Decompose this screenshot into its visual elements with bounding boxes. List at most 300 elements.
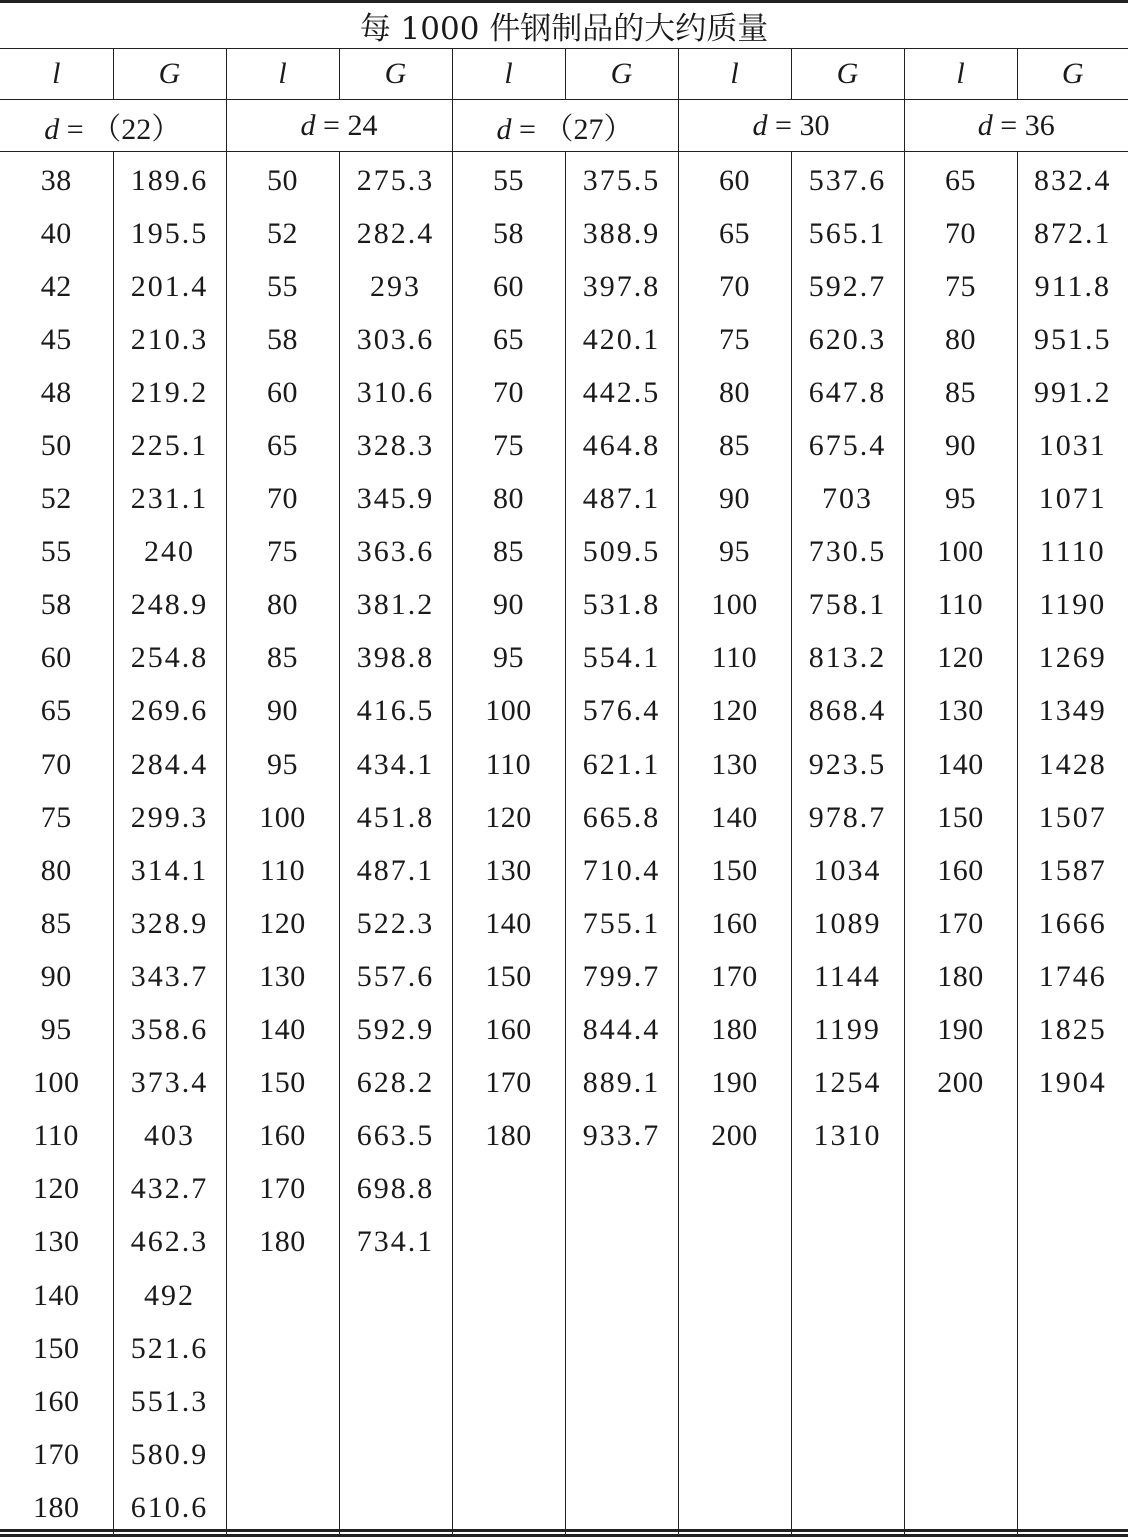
length-cell: 55 — [0, 526, 113, 579]
mass-cell: 189.6 — [130, 163, 209, 197]
mass-cell: 487.1 — [582, 482, 661, 516]
table-row — [0, 152, 1128, 208]
length-cell: 170 — [0, 1428, 113, 1481]
column-header-l: l — [0, 49, 113, 100]
length-cell: 120 — [226, 897, 339, 950]
length-cell: 60 — [226, 366, 339, 419]
length-cell: 120 — [0, 1163, 113, 1216]
empty-cell — [904, 1428, 1017, 1481]
length-cell: 58 — [452, 207, 565, 260]
mass-cell: 269.6 — [130, 694, 209, 728]
mass-cell: 1310 — [813, 1119, 882, 1153]
empty-cell — [678, 1481, 791, 1536]
empty-cell — [339, 1481, 452, 1536]
length-cell: 85 — [678, 419, 791, 472]
diameter-variable: d — [496, 112, 512, 146]
empty-cell — [1017, 1322, 1128, 1375]
empty-cell — [565, 1216, 678, 1269]
column-header-g: G — [339, 49, 452, 100]
mass-cell: 492 — [144, 1278, 195, 1312]
mass-cell: 1825 — [1038, 1013, 1107, 1047]
mass-cell: 1254 — [813, 1066, 882, 1100]
empty-cell — [1017, 1481, 1128, 1536]
length-cell: 130 — [452, 844, 565, 897]
length-cell: 190 — [904, 1004, 1017, 1057]
length-cell: 50 — [0, 419, 113, 472]
mass-cell: 1199 — [814, 1013, 881, 1047]
length-cell: 150 — [0, 1322, 113, 1375]
column-header-l: l — [678, 49, 791, 100]
empty-cell — [678, 1269, 791, 1322]
empty-cell — [452, 1428, 565, 1481]
mass-cell: 844.4 — [582, 1013, 661, 1047]
empty-cell — [1017, 1163, 1128, 1216]
mass-cell: 978.7 — [808, 800, 887, 834]
mass-cell: 381.2 — [356, 588, 435, 622]
diameter-header — [678, 100, 904, 152]
mass-cell: 592.9 — [356, 1013, 435, 1047]
table-row — [0, 632, 1128, 685]
length-cell: 52 — [0, 473, 113, 526]
empty-cell — [904, 1163, 1017, 1216]
mass-cell: 551.3 — [130, 1384, 209, 1418]
mass-cell: 328.9 — [130, 906, 209, 940]
length-cell: 55 — [226, 260, 339, 313]
mass-cell: 531.8 — [582, 588, 661, 622]
mass-cell: 647.8 — [808, 375, 887, 409]
length-cell: 160 — [678, 897, 791, 950]
length-cell: 85 — [226, 632, 339, 685]
table-row — [0, 897, 1128, 950]
length-cell: 55 — [452, 152, 565, 208]
length-cell: 170 — [678, 950, 791, 1003]
length-cell: 80 — [904, 313, 1017, 366]
length-cell: 48 — [0, 366, 113, 419]
empty-cell — [565, 1269, 678, 1322]
table-title: 每 1000 件钢制品的大约质量 — [0, 2, 1128, 49]
empty-cell — [904, 1216, 1017, 1269]
mass-cell: 628.2 — [356, 1066, 435, 1100]
column-header-g: G — [565, 49, 678, 100]
mass-cell: 1428 — [1038, 747, 1107, 781]
mass-cell: 398.8 — [356, 641, 435, 675]
table-row — [0, 950, 1128, 1003]
empty-cell — [791, 1322, 904, 1375]
mass-cell: 911.8 — [1034, 269, 1111, 303]
mass-cell: 442.5 — [582, 375, 661, 409]
length-cell: 70 — [904, 207, 1017, 260]
length-cell: 90 — [678, 473, 791, 526]
mass-cell: 432.7 — [130, 1172, 209, 1206]
length-cell: 180 — [904, 950, 1017, 1003]
mass-cell: 1746 — [1038, 959, 1107, 993]
empty-cell — [904, 1375, 1017, 1428]
table-row — [0, 526, 1128, 579]
mass-cell: 592.7 — [808, 269, 887, 303]
empty-cell — [1017, 1375, 1128, 1428]
mass-cell: 434.1 — [356, 747, 435, 781]
bottom-rule — [0, 1529, 1128, 1532]
diameter-header — [0, 100, 226, 152]
length-cell: 180 — [452, 1110, 565, 1163]
empty-cell — [226, 1481, 339, 1536]
mass-cell: 1349 — [1038, 694, 1107, 728]
empty-cell — [1017, 1110, 1128, 1163]
length-cell: 130 — [226, 950, 339, 1003]
length-cell: 65 — [678, 207, 791, 260]
table-row — [0, 738, 1128, 791]
column-header-l: l — [904, 49, 1017, 100]
length-cell: 42 — [0, 260, 113, 313]
length-cell: 45 — [0, 313, 113, 366]
length-cell: 170 — [452, 1057, 565, 1110]
empty-cell — [339, 1375, 452, 1428]
empty-cell — [452, 1375, 565, 1428]
mass-cell: 314.1 — [130, 853, 209, 887]
mass-cell: 1904 — [1038, 1066, 1107, 1100]
length-cell: 70 — [226, 473, 339, 526]
table-row — [0, 1163, 1128, 1216]
length-cell: 120 — [678, 685, 791, 738]
mass-cell: 710.4 — [582, 853, 661, 887]
mass-cell: 416.5 — [356, 694, 435, 728]
empty-cell — [678, 1322, 791, 1375]
mass-cell: 521.6 — [130, 1331, 209, 1365]
length-cell: 170 — [904, 897, 1017, 950]
length-cell: 140 — [452, 897, 565, 950]
empty-cell — [791, 1216, 904, 1269]
length-cell: 130 — [678, 738, 791, 791]
mass-cell: 420.1 — [582, 322, 661, 356]
length-cell: 80 — [0, 844, 113, 897]
length-cell: 90 — [0, 950, 113, 1003]
diameter-value: = （27） — [511, 112, 634, 146]
mass-cell: 933.7 — [582, 1119, 661, 1153]
table-row — [0, 1057, 1128, 1110]
length-cell: 90 — [904, 419, 1017, 472]
column-header-g: G — [113, 49, 226, 100]
mass-cell: 610.6 — [113, 1481, 226, 1536]
empty-cell — [1017, 1216, 1128, 1269]
mass-cell: 576.4 — [582, 694, 661, 728]
table-row — [0, 419, 1128, 472]
length-cell: 60 — [452, 260, 565, 313]
column-header-row — [0, 49, 1128, 100]
empty-cell — [904, 1481, 1017, 1536]
table-row — [0, 260, 1128, 313]
table-row — [0, 207, 1128, 260]
mass-cell: 201.4 — [130, 269, 209, 303]
mass-cell: 620.3 — [808, 322, 887, 356]
mass-cell: 665.8 — [582, 800, 661, 834]
mass-cell: 231.1 — [130, 482, 209, 516]
length-cell: 180 — [678, 1004, 791, 1057]
mass-cell: 509.5 — [582, 535, 661, 569]
length-cell: 95 — [0, 1004, 113, 1057]
length-cell: 65 — [452, 313, 565, 366]
length-cell: 58 — [226, 313, 339, 366]
empty-cell — [565, 1428, 678, 1481]
length-cell: 190 — [678, 1057, 791, 1110]
mass-cell: 195.5 — [130, 216, 209, 250]
mass-cell: 1587 — [1038, 853, 1107, 887]
mass-cell: 403 — [144, 1119, 195, 1153]
column-header-l: l — [452, 49, 565, 100]
empty-cell — [452, 1216, 565, 1269]
length-cell: 110 — [678, 632, 791, 685]
diameter-variable: d — [977, 108, 993, 142]
length-cell: 150 — [678, 844, 791, 897]
mass-cell: 557.6 — [356, 959, 435, 993]
length-cell: 180 — [226, 1216, 339, 1269]
mass-cell: 293 — [370, 269, 421, 303]
length-cell: 110 — [0, 1110, 113, 1163]
length-cell: 130 — [0, 1216, 113, 1269]
empty-cell — [339, 1428, 452, 1481]
length-cell: 90 — [452, 579, 565, 632]
length-cell: 65 — [0, 685, 113, 738]
length-cell: 150 — [452, 950, 565, 1003]
empty-cell — [565, 1163, 678, 1216]
mass-cell: 219.2 — [130, 375, 209, 409]
table-row — [0, 1004, 1128, 1057]
mass-cell: 1269 — [1038, 641, 1107, 675]
mass-cell: 734.1 — [356, 1225, 435, 1259]
length-cell: 75 — [452, 419, 565, 472]
mass-cell: 1507 — [1038, 800, 1107, 834]
column-header-g: G — [1017, 49, 1128, 100]
mass-cell: 1144 — [814, 959, 881, 993]
length-cell: 160 — [226, 1110, 339, 1163]
mass-cell: 537.6 — [808, 163, 887, 197]
mass-cell: 923.5 — [808, 747, 887, 781]
table-row — [0, 1375, 1128, 1428]
mass-cell: 675.4 — [808, 429, 887, 463]
length-cell: 200 — [678, 1110, 791, 1163]
empty-cell — [339, 1269, 452, 1322]
empty-cell — [791, 1481, 904, 1536]
length-cell: 85 — [452, 526, 565, 579]
mass-cell: 254.8 — [130, 641, 209, 675]
diameter-header — [452, 100, 678, 152]
empty-cell — [565, 1481, 678, 1536]
length-cell: 95 — [226, 738, 339, 791]
table-row — [0, 579, 1128, 632]
length-cell: 70 — [678, 260, 791, 313]
column-header-l: l — [226, 49, 339, 100]
table-row — [0, 473, 1128, 526]
mass-cell: 299.3 — [130, 800, 209, 834]
empty-cell — [452, 1322, 565, 1375]
empty-cell — [904, 1322, 1017, 1375]
length-cell: 95 — [904, 473, 1017, 526]
empty-cell — [678, 1375, 791, 1428]
length-cell: 150 — [904, 791, 1017, 844]
diameter-value: = 24 — [315, 108, 378, 142]
mass-cell: 303.6 — [356, 322, 435, 356]
mass-cell: 397.8 — [582, 269, 661, 303]
diameter-value: = （22） — [59, 112, 182, 146]
length-cell: 95 — [678, 526, 791, 579]
empty-cell — [452, 1269, 565, 1322]
mass-cell: 282.4 — [356, 216, 435, 250]
mass-cell: 730.5 — [808, 535, 887, 569]
mass-cell: 991.2 — [1034, 375, 1112, 409]
diameter-value: = 36 — [992, 108, 1055, 142]
length-cell: 60 — [678, 152, 791, 208]
mass-cell: 363.6 — [356, 535, 435, 569]
table-body — [0, 2, 1128, 1536]
length-cell: 95 — [452, 632, 565, 685]
length-cell: 110 — [904, 579, 1017, 632]
empty-cell — [678, 1428, 791, 1481]
table-row — [0, 685, 1128, 738]
empty-cell — [1017, 1428, 1128, 1481]
length-cell: 170 — [226, 1163, 339, 1216]
mass-cell: 388.9 — [582, 216, 661, 250]
empty-cell — [452, 1163, 565, 1216]
length-cell: 160 — [904, 844, 1017, 897]
table-row — [0, 791, 1128, 844]
diameter-header — [226, 100, 452, 152]
mass-cell: 1031 — [1038, 429, 1107, 463]
length-cell: 85 — [904, 366, 1017, 419]
empty-cell — [565, 1375, 678, 1428]
length-cell: 90 — [226, 685, 339, 738]
mass-cell: 868.4 — [808, 694, 887, 728]
length-cell: 40 — [0, 207, 113, 260]
empty-cell — [226, 1428, 339, 1481]
length-cell: 50 — [226, 152, 339, 208]
length-cell: 100 — [0, 1057, 113, 1110]
mass-cell: 758.1 — [808, 588, 887, 622]
diameter-header — [904, 100, 1128, 152]
empty-cell — [565, 1322, 678, 1375]
length-cell: 160 — [452, 1004, 565, 1057]
mass-cell: 832.4 — [1034, 163, 1112, 197]
length-cell: 70 — [452, 366, 565, 419]
length-cell: 140 — [226, 1004, 339, 1057]
mass-cell: 951.5 — [1034, 322, 1112, 356]
diameter-value: = 30 — [767, 108, 830, 142]
empty-cell — [678, 1216, 791, 1269]
diameter-header-row — [0, 100, 1128, 152]
mass-cell: 240 — [144, 535, 195, 569]
mass-cell: 522.3 — [356, 906, 435, 940]
mass-cell: 487.1 — [356, 853, 435, 887]
empty-cell — [226, 1322, 339, 1375]
mass-cell: 663.5 — [356, 1119, 435, 1153]
mass-cell: 755.1 — [582, 906, 661, 940]
mass-cell: 621.1 — [582, 747, 661, 781]
length-cell: 60 — [0, 632, 113, 685]
empty-cell — [791, 1163, 904, 1216]
mass-cell: 565.1 — [808, 216, 887, 250]
mass-cell: 1034 — [813, 853, 882, 887]
mass-cell: 1071 — [1038, 482, 1107, 516]
length-cell: 65 — [226, 419, 339, 472]
empty-cell — [452, 1481, 565, 1536]
length-cell: 130 — [904, 685, 1017, 738]
mass-cell: 284.4 — [130, 747, 209, 781]
mass-cell: 345.9 — [356, 482, 435, 516]
length-cell: 58 — [0, 579, 113, 632]
length-cell: 100 — [226, 791, 339, 844]
empty-cell — [791, 1375, 904, 1428]
mass-cell: 358.6 — [130, 1013, 209, 1047]
length-cell: 100 — [904, 526, 1017, 579]
length-cell: 75 — [904, 260, 1017, 313]
mass-cell: 451.8 — [356, 800, 435, 834]
diameter-variable: d — [44, 112, 60, 146]
table-row — [0, 366, 1128, 419]
mass-cell: 373.4 — [130, 1066, 209, 1100]
length-cell: 38 — [0, 152, 113, 208]
mass-cell: 580.9 — [130, 1437, 209, 1471]
table-row — [0, 1481, 1128, 1536]
mass-cell: 698.8 — [356, 1172, 435, 1206]
length-cell: 75 — [0, 791, 113, 844]
empty-cell — [226, 1375, 339, 1428]
length-cell: 120 — [452, 791, 565, 844]
mass-cell: 872.1 — [1034, 216, 1112, 250]
mass-cell: 889.1 — [582, 1066, 661, 1100]
mass-cell: 464.8 — [582, 429, 661, 463]
table-row — [0, 1216, 1128, 1269]
length-cell: 70 — [0, 738, 113, 791]
title-row — [0, 2, 1128, 49]
mass-cell: 1110 — [1039, 535, 1106, 569]
column-header-g: G — [791, 49, 904, 100]
empty-cell — [678, 1163, 791, 1216]
mass-cell: 462.3 — [130, 1225, 209, 1259]
length-cell: 52 — [226, 207, 339, 260]
mass-cell: 328.3 — [356, 429, 435, 463]
diameter-variable: d — [752, 108, 768, 142]
length-cell: 180 — [0, 1481, 113, 1536]
mass-cell: 210.3 — [130, 322, 209, 356]
length-cell: 85 — [0, 897, 113, 950]
length-cell: 65 — [904, 152, 1017, 208]
length-cell: 140 — [678, 791, 791, 844]
mass-cell: 248.9 — [130, 588, 209, 622]
empty-cell — [791, 1428, 904, 1481]
empty-cell — [791, 1269, 904, 1322]
diameter-variable: d — [300, 108, 316, 142]
length-cell: 160 — [0, 1375, 113, 1428]
table-row — [0, 1428, 1128, 1481]
mass-cell: 799.7 — [582, 959, 661, 993]
mass-cell: 554.1 — [582, 641, 661, 675]
length-cell: 75 — [678, 313, 791, 366]
mass-cell: 813.2 — [808, 641, 887, 675]
mass-cell: 1190 — [1039, 588, 1107, 622]
table-row — [0, 1110, 1128, 1163]
empty-cell — [1017, 1269, 1128, 1322]
table-row — [0, 1269, 1128, 1322]
mass-cell: 225.1 — [130, 429, 209, 463]
length-cell: 140 — [904, 738, 1017, 791]
mass-cell: 1666 — [1038, 906, 1107, 940]
empty-cell — [226, 1269, 339, 1322]
mass-cell: 703 — [822, 482, 873, 516]
mass-cell: 275.3 — [356, 163, 435, 197]
length-cell: 80 — [678, 366, 791, 419]
length-cell: 140 — [0, 1269, 113, 1322]
length-cell: 100 — [452, 685, 565, 738]
length-cell: 110 — [226, 844, 339, 897]
length-cell: 200 — [904, 1057, 1017, 1110]
